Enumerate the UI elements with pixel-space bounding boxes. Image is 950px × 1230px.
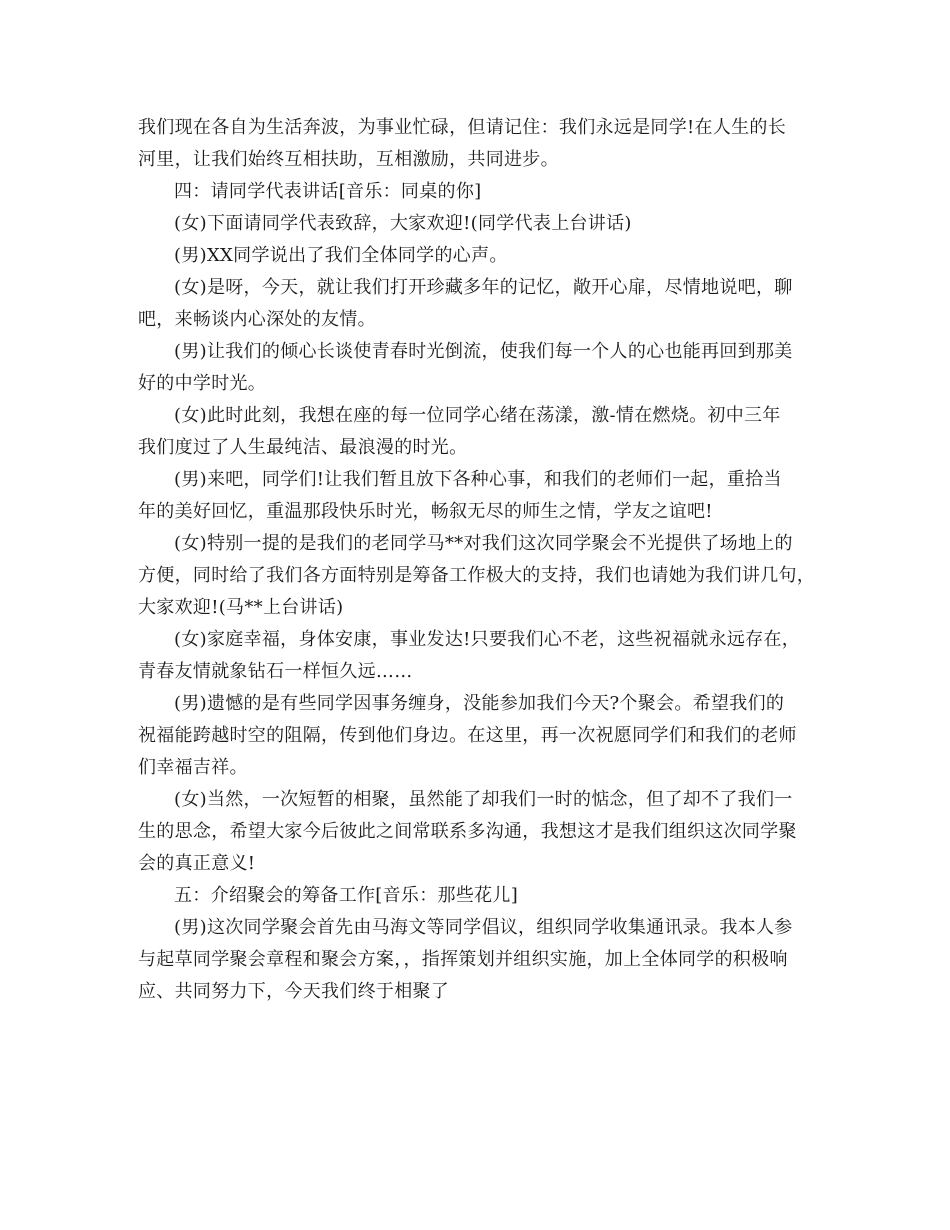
text-line: 应、共同努力下，今天我们终于相聚了 xyxy=(138,981,450,1002)
text-line: (男)遗憾的是有些同学因事务缠身，没能参加我们今天?个聚会。希望我们的 xyxy=(174,693,785,714)
text-line: (女)当然，一次短暂的相聚，虽然能了却我们一时的惦念，但了却不了我们一 xyxy=(174,789,793,810)
text-line: (女)家庭幸福，身体安康，事业发达!只要我们心不老，这些祝福就永远存在， xyxy=(174,629,801,650)
text-line: 年的美好回忆，重温那段快乐时光，畅叙无尽的师生之情，学友之谊吧! xyxy=(138,501,713,522)
text-line: (男)让我们的倾心长谈使青春时光倒流，使我们每一个人的心也能再回到那美 xyxy=(174,341,793,362)
text-line: 祝福能跨越时空的阻隔，传到他们身边。在这里，再一次祝愿同学们和我们的老师 xyxy=(138,725,797,746)
text-line: 河里，让我们始终互相扶助，互相激励，共同进步。 xyxy=(138,149,559,170)
text-line: (女)此时此刻，我想在座的每一位同学心绪在荡漾，激-情在燃烧。初中三年 xyxy=(174,405,781,426)
text-line: (女)下面请同学代表致辞，大家欢迎!(同学代表上台讲话) xyxy=(174,213,632,234)
text-line: 大家欢迎!(马**上台讲话) xyxy=(138,597,344,618)
text-line: (女)是呀，今天，就让我们打开珍藏多年的记忆，敞开心扉，尽情地说吧，聊 xyxy=(174,277,793,298)
text-line: 吧，来畅谈内心深处的友情。 xyxy=(138,309,376,330)
text-line: (女)特别一提的是我们的老同学马**对我们这次同学聚会不光提供了场地上的 xyxy=(174,533,793,554)
text-line: 与起草同学聚会章程和聚会方案，，指挥策划并组织实施，加上全体同学的积极响 xyxy=(138,949,788,970)
text-line: (男)这次同学聚会首先由马海文等同学倡议，组织同学收集通讯录。我本人参 xyxy=(174,917,793,938)
text-line: 好的中学时光。 xyxy=(138,373,267,394)
text-line: 会的真正意义! xyxy=(138,853,256,874)
text-line: 我们现在各自为生活奔波，为事业忙碌，但请记住：我们永远是同学!在人生的长 xyxy=(138,117,787,138)
document-body xyxy=(138,112,818,1008)
text-line: (男)XX同学说出了我们全体同学的心声。 xyxy=(174,245,508,266)
text-line: 四：请同学代表讲话[音乐：同桌的你] xyxy=(174,181,482,202)
text-line: 我们度过了人生最纯洁、最浪漫的时光。 xyxy=(138,437,468,458)
text-line: 生的思念，希望大家今后彼此之间常联系多沟通，我想这才是我们组织这次同学聚 xyxy=(138,821,797,842)
text-line: 五：介绍聚会的筹备工作[音乐：那些花儿] xyxy=(174,885,519,906)
text-line: 们幸福吉祥。 xyxy=(138,757,248,778)
text-line: 青春友情就象钻石一样恒久远…… xyxy=(138,661,413,682)
text-line: 方便，同时给了我们各方面特别是筹备工作极大的支持，我们也请她为我们讲几句， xyxy=(138,565,816,586)
text-line: (男)来吧，同学们!让我们暂且放下各种心事，和我们的老师们一起，重拾当 xyxy=(174,469,782,490)
